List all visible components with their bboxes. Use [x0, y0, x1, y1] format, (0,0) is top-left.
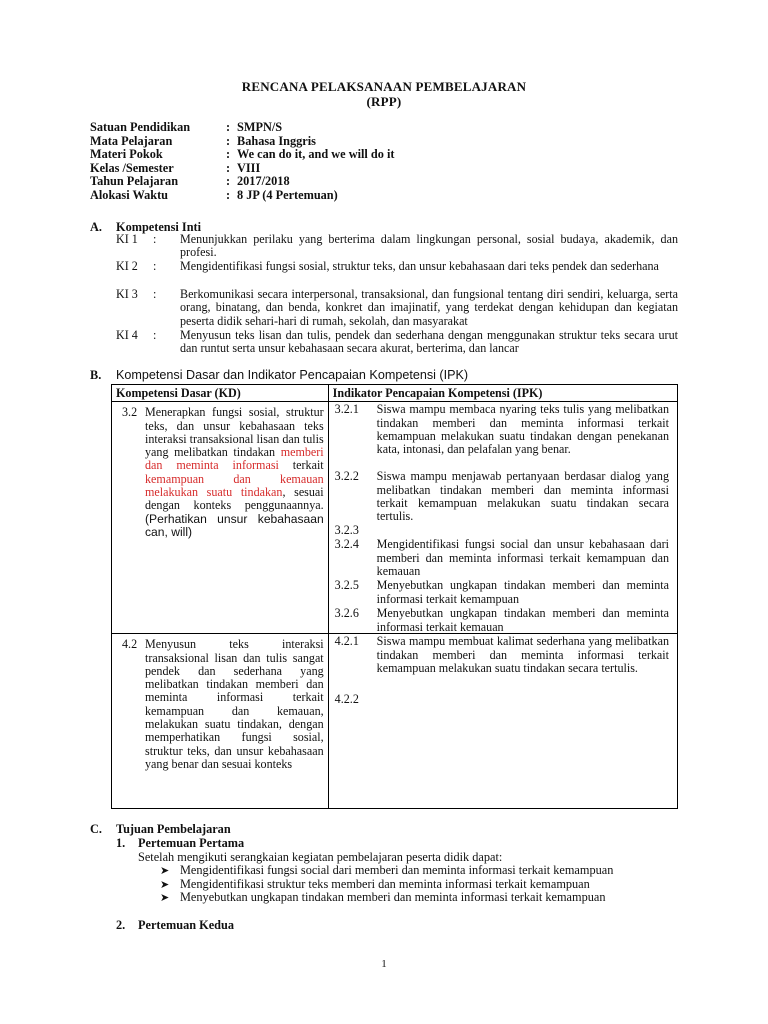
ipk-header: Indikator Pencapaian Kompetensi (IPK)	[328, 385, 677, 402]
section-a-heading: A. Kompetensi Inti	[90, 220, 202, 234]
info-row-subject: Mata Pelajaran : Bahasa Inggris	[90, 133, 316, 148]
info-row-school: Satuan Pendidikan : SMPN/S	[90, 120, 283, 134]
section-b-heading: B. Kompetensi Dasar dan Indikator Pencapaian Kompetensi (IPK)	[90, 368, 469, 382]
ipk-item: 4.2.1 Siswa mampu membuat kalimat sederhana yang melibatkan tindakan memberi dan meminta informasi terkait kemampuan melakukan suatu tindakan secara tertulis.	[334, 634, 669, 675]
ipk-item: 3.2.6 Menyebutkan ungkapan tindakan memberi dan meminta informasi terkait kemauan	[334, 606, 669, 634]
document-page: RENCANA PELAKSANAAN PEMBELAJARAN (RPP) Satuan Pendidikan : SMPN/S Mata Pelajaran : Bahasa Inggris Materi Pokok : We can do it, and we will do it Kelas /Semester : VIII Tahun Pelajaran : 2017/2018 Alokasi Waktu : 8 JP (4 Pertemuan) A. Kompetensi Inti KI 1 : Menunjukkan perilaku yang berterima dalam lingkungan personal, sosial budaya, akademik, dan profesi. KI 2 : Mengidentifikasi fungsi sosial, struktur teks, dan unsur kebahasaan dari teks pendek dan sederhana KI 3 : Berkomunikasi secara interpersonal, transaksional, dan fungsional tentang diri sendiri, keluarga, serta orang, binatang, dan benda, konkret dan imajinatif, yang terdekat dengan kehidupan dan kegiatan peserta didik sehari-hari di rumah, sekolah, dan masyarakat KI 4 : Menyusun teks lisan dan tulis, pendek dan sederhana dengan menggunakan struktur teks secara urut dan runtut serta unsur kebahasaan secara akurat, berterima, dan lancar B. Kompetensi Dasar dan Indikator Pencapaian Kompetensi (IPK) Kompetensi Dasar (KD) Indikator Pencapaian Kompetensi (IPK) 3.2 Menerapkan fungsi sosial, struktur teks, dan unsur kebahasaan teks interaksi transaksional lisan dan tulis yang melibatkan tindakan memberi dan meminta informasi terkait kemampuan dan kemauan melakukan suatu tindakan, sesuai dengan konteks penggunaannya. (Perhatikan unsur kebahasaan can, will) 3.2.1 Siswa mampu membaca nyaring teks tulis yang melibatkan tindakan memberi dan meminta informasi terkait kemampuan melakukan suatu tindakan dengan penekanan kata, intonasi, dan pelafalan yang benar. 3.2.2 Siswa mampu menjawab pertanyaan berdasar dialog yang melibatkan tindakan memberi dan meminta informasi terkait kemampuan melakukan suatu tindakan secara tertulis. 3.2.3 3.2.4 Mengidentifikasi fungsi social dan unsur kebahasaan dari memberi dan meminta informasi terkait kemampuan dan kemauan 3.2.5 Menyebutkan ungkapan tindakan memberi dan meminta informasi terkait kemampuan 3.2.6 Menyebutkan ungkapan tindakan memberi dan meminta informasi terkait kemauan 4.2 Menyusun teks interaksi transaksional lisan dan tulis sangat pendek dan sederhana yang melibatkan tindakan memberi dan meminta informasi terkait kemampuan dan kemauan, melakukan suatu tindakan, dengan memperhatikan fungsi sosial, struktur teks, dan unsur kebahasaan yang benar dan sesuai konteks 4.2.1 Siswa mampu membuat kalimat sederhana yang melibatkan tindakan memberi dan meminta informasi terkait kemampuan melakukan suatu tindakan secara tertulis. 4.2.2 C. Tujuan Pembelajaran 1. Pertemuan Pertama Setelah mengikuti serangkaian kegiatan pembelajaran peserta didik dapat: ➤ Mengidentifikasi fungsi social dari memberi dan meminta informasi terkait kemampuan ➤ Mengidentifikasi struktur teks memberi dan meminta informasi terkait kemampuan ➤ Menyebutkan ungkapan tindakan memberi dan meminta informasi terkait kemampuan 2. Pertemuan Kedua 1	[0, 0, 768, 1024]
info-row-year: Tahun Pelajaran : 2017/2018	[90, 174, 290, 189]
kd-header: Kompetensi Dasar (KD)	[112, 385, 329, 402]
page-number: 1	[381, 958, 387, 970]
ipk-item: 4.2.2	[334, 692, 359, 707]
table-header-row	[112, 385, 678, 402]
ipk-item: 3.2.5 Menyebutkan ungkapan tindakan memberi dan meminta informasi terkait kemampuan	[334, 578, 669, 606]
info-row-time: Alokasi Waktu : 8 JP (4 Pertemuan)	[90, 187, 338, 202]
list-item: ➤ Mengidentifikasi struktur teks memberi dan meminta informasi terkait kemampuan	[160, 876, 590, 891]
info-row-class: Kelas /Semester : VIII	[90, 160, 261, 175]
meeting-1-heading: 1. Pertemuan Pertama	[116, 836, 245, 850]
meeting-2-heading: 2. Pertemuan Kedua	[116, 918, 234, 932]
highlighted-phrase: memberi dan meminta informasi	[145, 445, 324, 473]
info-row-topic: Materi Pokok : We can do it, and we will do it	[90, 147, 395, 162]
document-title: RENCANA PELAKSANAAN PEMBELAJARAN	[241, 79, 527, 94]
arrowhead-bullet-icon: ➤	[160, 891, 170, 905]
table-row	[112, 634, 678, 809]
ipk-cell	[328, 402, 677, 634]
ipk-cell	[328, 634, 677, 809]
ipk-item: 3.2.3	[334, 523, 359, 538]
section-c-heading: C. Tujuan Pembelajaran	[90, 822, 231, 836]
objective-list	[160, 864, 613, 905]
kd-ipk-table	[111, 384, 678, 809]
ipk-item: 3.2.4 Mengidentifikasi fungsi social dan unsur kebahasaan dari memberi dan meminta informasi terkait kemampuan dan kemauan	[334, 537, 669, 578]
list-item: ➤ Menyebutkan ungkapan tindakan memberi dan meminta informasi terkait kemampuan	[160, 890, 606, 905]
highlighted-phrase: kemampuan dan kemauan melakukan suatu tindakan	[145, 471, 324, 500]
arrowhead-bullet-icon: ➤	[160, 877, 170, 891]
meeting-1-intro: Setelah mengikuti serangkaian kegiatan pembelajaran peserta didik dapat:	[138, 850, 503, 864]
kd-cell: 3.2 Menerapkan fungsi sosial, struktur teks, dan unsur kebahasaan teks interaksi transaksional lisan dan tulis yang melibatkan tindakan memberi dan meminta informasi terkait kemampuan dan kemauan melakukan suatu tindakan, sesuai dengan konteks penggunaannya. (Perhatikan unsur kebahasaan can, will)	[112, 402, 329, 634]
ipk-item: 3.2.2 Siswa mampu menjawab pertanyaan berdasar dialog yang melibatkan tindakan memberi dan meminta informasi terkait kemampuan melakukan suatu tindakan secara tertulis.	[334, 469, 669, 524]
ipk-item: 3.2.1 Siswa mampu membaca nyaring teks tulis yang melibatkan tindakan memberi dan meminta informasi terkait kemampuan melakukan suatu tindakan dengan penekanan kata, intonasi, dan pelafalan yang benar.	[334, 402, 669, 457]
table-row	[112, 402, 678, 634]
identity-block	[90, 121, 394, 203]
list-item: ➤ Mengidentifikasi fungsi social dari memberi dan meminta informasi terkait kemampuan	[160, 863, 614, 877]
arrowhead-bullet-icon: ➤	[160, 864, 170, 877]
kd-cell: 4.2 Menyusun teks interaksi transaksional lisan dan tulis sangat pendek dan sederhana yang melibatkan tindakan memberi dan meminta informasi terkait kemampuan dan kemauan, melakukan suatu tindakan, dengan memperhatikan fungsi sosial, struktur teks, dan unsur kebahasaan yang benar dan sesuai konteks	[112, 634, 329, 809]
document-subtitle: (RPP)	[366, 94, 402, 109]
